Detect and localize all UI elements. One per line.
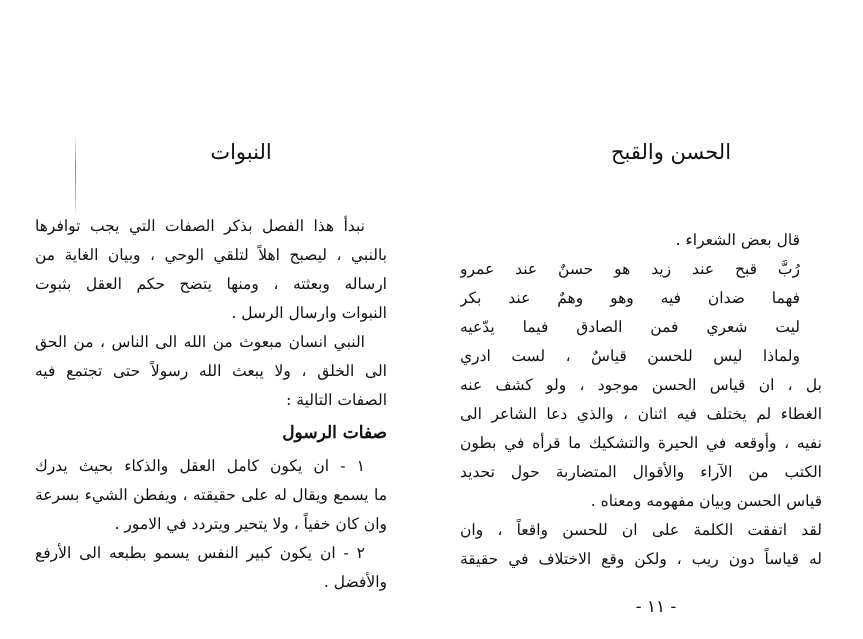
text-line: لقد اتفقت الكلمة على ان للحسن واقعاً ، وان [460,521,822,539]
text-line: ارساله وبعثته ، ومنها يتضح حكم العقل بثبوت [35,275,387,293]
text-line: النبوات وارسال الرسل . [231,304,387,322]
text-line: نفيه ، وأوقعه في الحيرة والتشكيك ما قرأه في بطون [460,434,822,452]
text-line: نبدأ هذا الفصل بذكر الصفات التي يجب توافرها [35,217,365,235]
poem-line: ليت شعري فمن الصادق فيما يدّعيه [460,318,800,336]
left-page-title: النبوات [210,140,272,164]
text-line: بالنبي ، ليصبح اهلاً لتلقي الوحي ، وبيان الغاية من [35,246,387,264]
right-page-body [460,226,822,574]
scan-artifact-line [75,135,76,215]
text-line: وان كان خفياً ، ولا يتحير ويتردد في الامور . [114,515,387,533]
page-number: - ١١ - [635,597,677,617]
text-line: الصفات التالية : [286,391,387,409]
text-line: الغطاء لم يختلف فيه اثنان ، والذي دعا الشاعر الى [460,405,822,423]
list-item: ١ - ان يكون كامل العقل والذكاء بحيث يدرك [35,457,365,475]
text-line: الكتب من الآراء والأقوال المتضاربة حول تحديد [460,463,822,481]
text-line: قياس الحسن وبيان مفهومه ومعناه . [590,492,822,510]
left-page-body [35,212,387,597]
right-page [460,0,822,639]
poem-line: ولماذا ليس للحسن قياسٌ ، لست ادري [460,347,800,365]
list-item: ٢ - ان يكون كبير النفس يسمو بطبعه الى الأرفع [35,544,365,562]
text-line: الى الخلق ، ولا يبعث الله رسولاً حتى تجتمع فيه [35,362,387,380]
poem-line: رُبَّ قبح عند زيد هو حسنٌ عند عمرو [460,260,800,278]
text-line: بل ، ان قياس الحسن موجود ، ولو كشف عنه [460,376,822,394]
text-line: ما يسمع ويقال له على حقيقته ، ويفطن الشيء بسرعة [35,486,387,504]
right-page-title: الحسن والقبح [610,140,732,164]
poem-line: فهما ضدان فيه وهو وهمٌ عند بكر [460,289,800,307]
text-line: قال بعض الشعراء . [675,231,800,249]
text-line: النبي انسان مبعوث من الله الى الناس ، من الحق [35,333,365,351]
text-line: والأفضل . [323,573,387,591]
section-heading: صفات الرسول [282,423,387,443]
text-line: له قياساً دون ريب ، ولكن وقع الاختلاف في حقيقة [460,550,822,568]
left-page [35,0,387,639]
